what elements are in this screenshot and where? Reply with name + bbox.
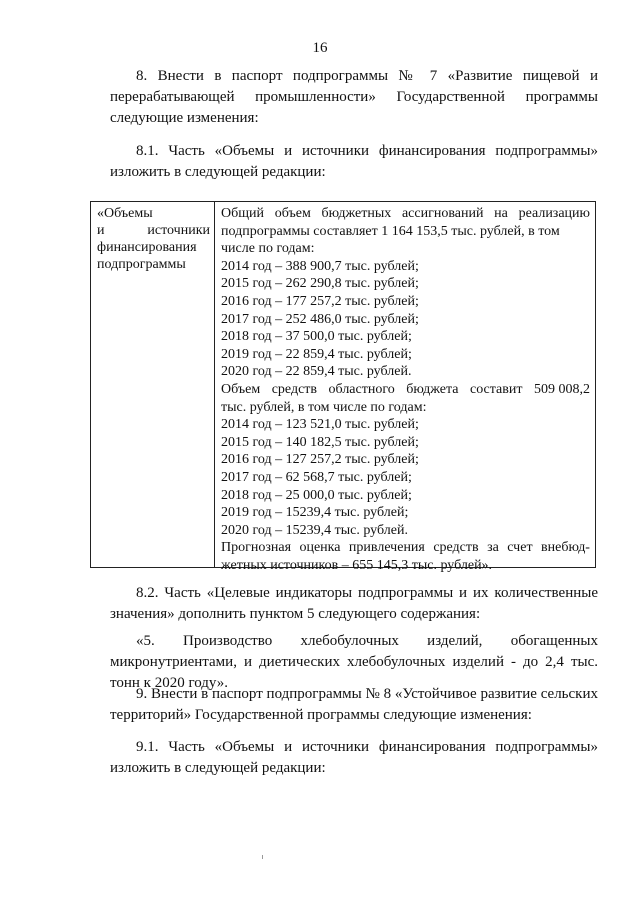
word: Общий: [221, 206, 264, 221]
left-cell-line: [97, 222, 210, 239]
paragraph-8-2: 8.2. Часть «Целевые индикаторы подпрограммы и их количественные значения» дополнить пунктом 5 следующего содержания:: [110, 585, 598, 622]
word: бюджетных: [321, 206, 392, 221]
intro-line: числе по годам:: [221, 241, 315, 257]
word: объем: [274, 206, 311, 221]
paragraph-9-1: 9.1. Часть «Объемы и источники финансирования подпрограммы» изложить в следующей редакции:: [110, 739, 598, 776]
word: привлечения: [348, 540, 425, 556]
left-cell-word: и: [97, 223, 105, 238]
regional-year-line: 2015 год – 140 182,5 тыс. рублей;: [221, 434, 419, 450]
regional-line: [221, 381, 590, 399]
total-year-line: 2016 год – 177 257,2 тыс. рублей;: [221, 293, 419, 309]
total-year-line: 2018 год – 37 500,0 тыс. рублей;: [221, 329, 412, 345]
regional-year-line: 2018 год – 25 000,0 тыс. рублей;: [221, 487, 412, 503]
left-cell-word: источники: [147, 223, 210, 238]
regional-line: тыс. рублей, в том числе по годам:: [221, 399, 427, 415]
word: реализацию: [518, 206, 590, 221]
word: 509 008,2: [534, 381, 590, 397]
word: внебюд-: [541, 540, 590, 556]
scan-mark: [262, 855, 263, 859]
total-year-line: 2017 год – 252 486,0 тыс. рублей;: [221, 311, 419, 327]
word: счет: [507, 540, 533, 556]
word: за: [487, 540, 499, 556]
regional-year-line: 2016 год – 127 257,2 тыс. рублей;: [221, 452, 419, 468]
regional-year-line: 2017 год – 62 568,7 тыс. рублей;: [221, 469, 412, 485]
paragraph-8-1: 8.1. Часть «Объемы и источники финансирования подпрограммы» изложить в следующей редакции:: [110, 143, 598, 180]
word: ассигнований: [401, 206, 484, 221]
regional-year-line: 2019 год – 15239,4 тыс. рублей;: [221, 505, 409, 521]
page-number: 16: [312, 40, 328, 56]
word: средств: [433, 540, 479, 556]
forecast-line: [221, 539, 590, 557]
word: Объем: [221, 381, 261, 397]
paragraph-8: 8. Внести в паспорт подпрограммы № 7 «Развитие пищевой и перерабатывающей промышленности» Государственной программы следующие изменения:: [110, 68, 598, 126]
paragraph-9: 9. Внести в паспорт подпрограммы № 8 «Устойчивое развитие сельских территорий» Государственной программы следующие изменения:: [110, 686, 598, 723]
regional-year-line: 2020 год – 15239,4 тыс. рублей.: [221, 522, 408, 538]
word: областного: [328, 381, 395, 397]
word: Прогнозная: [221, 540, 292, 556]
word: оценка: [299, 540, 341, 556]
word: бюджета: [406, 381, 459, 397]
paragraph-8-2-quote: «5. Производство хлебобулочных изделий, обогащенных микронутриентами, и диетических хлебобулочных изделий - до 2,4 тыс. тонн к 2020 году».: [110, 633, 598, 691]
total-year-line: 2014 год – 388 900,7 тыс. рублей;: [221, 258, 419, 274]
table-right-cell: [215, 202, 595, 573]
left-cell-line: финансирования: [97, 240, 197, 255]
left-cell-line: подпрограммы: [97, 257, 186, 272]
forecast-line: жетных источников – 655 145,3 тыс. рублей».: [221, 557, 493, 573]
intro-line: подпрограммы составляет 1 164 153,5 тыс. рублей, в том: [221, 223, 560, 239]
table-left-cell: [91, 202, 215, 567]
total-year-line: 2020 год – 22 859,4 тыс. рублей.: [221, 364, 412, 380]
intro-line: [221, 205, 590, 223]
financing-table: [90, 201, 596, 573]
total-year-line: 2015 год – 262 290,8 тыс. рублей;: [221, 276, 419, 292]
word: на: [494, 206, 508, 221]
regional-year-line: 2014 год – 123 521,0 тыс. рублей;: [221, 417, 419, 433]
word: средств: [271, 381, 318, 397]
word: составит: [469, 381, 523, 397]
total-year-line: 2019 год – 22 859,4 тыс. рублей;: [221, 346, 412, 362]
left-cell-line: «Объемы: [97, 206, 153, 221]
